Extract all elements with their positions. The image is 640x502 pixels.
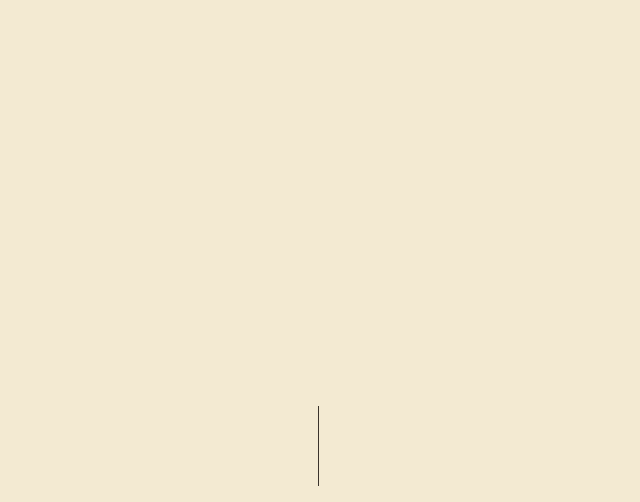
verse-divider xyxy=(318,406,319,486)
